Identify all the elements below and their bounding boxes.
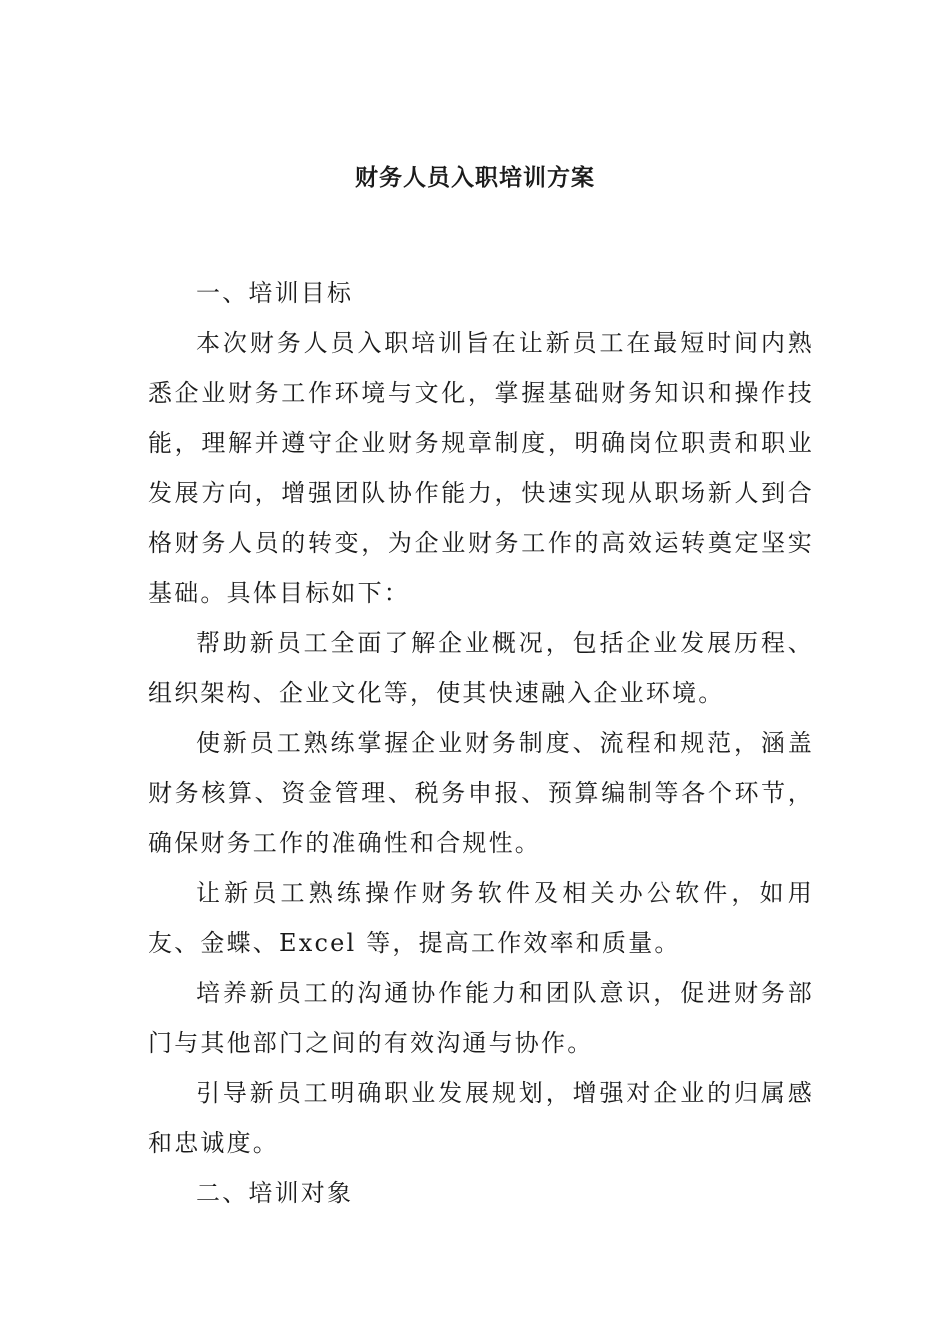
paragraph-goal-software: 让新员工熟练操作财务软件及相关办公软件，如用友、金蝶、Excel 等，提高工作效率和质量。 [148, 879, 814, 957]
section-heading-training-audience: 二、培训对象 [196, 1179, 354, 1207]
paragraph-goals-intro: 本次财务人员入职培训旨在让新员工在最短时间内熟悉企业财务工作环境与文化，掌握基础财务知识和操作技能，理解并遵守企业财务规章制度，明确岗位职责和职业发展方向，增强团队协作能力，快速实现从职场新人到合格财务人员的转变，为企业财务工作的高效运转奠定坚实基础。具体目标如下： [148, 329, 814, 607]
paragraph-goal-finance-rules: 使新员工熟练掌握企业财务制度、流程和规范，涵盖财务核算、资金管理、税务申报、预算编制等各个环节，确保财务工作的准确性和合规性。 [148, 729, 814, 857]
section-heading-training-goals: 一、培训目标 [196, 279, 354, 307]
document-body [148, 268, 814, 1218]
document-title: 财务人员入职培训方案 [355, 164, 595, 191]
paragraph-goal-career: 引导新员工明确职业发展规划，增强对企业的归属感和忠诚度。 [148, 1079, 814, 1157]
paragraph-goal-company-overview: 帮助新员工全面了解企业概况，包括企业发展历程、组织架构、企业文化等，使其快速融入企业环境。 [148, 629, 814, 707]
paragraph-goal-teamwork: 培养新员工的沟通协作能力和团队意识，促进财务部门与其他部门之间的有效沟通与协作。 [148, 979, 814, 1057]
